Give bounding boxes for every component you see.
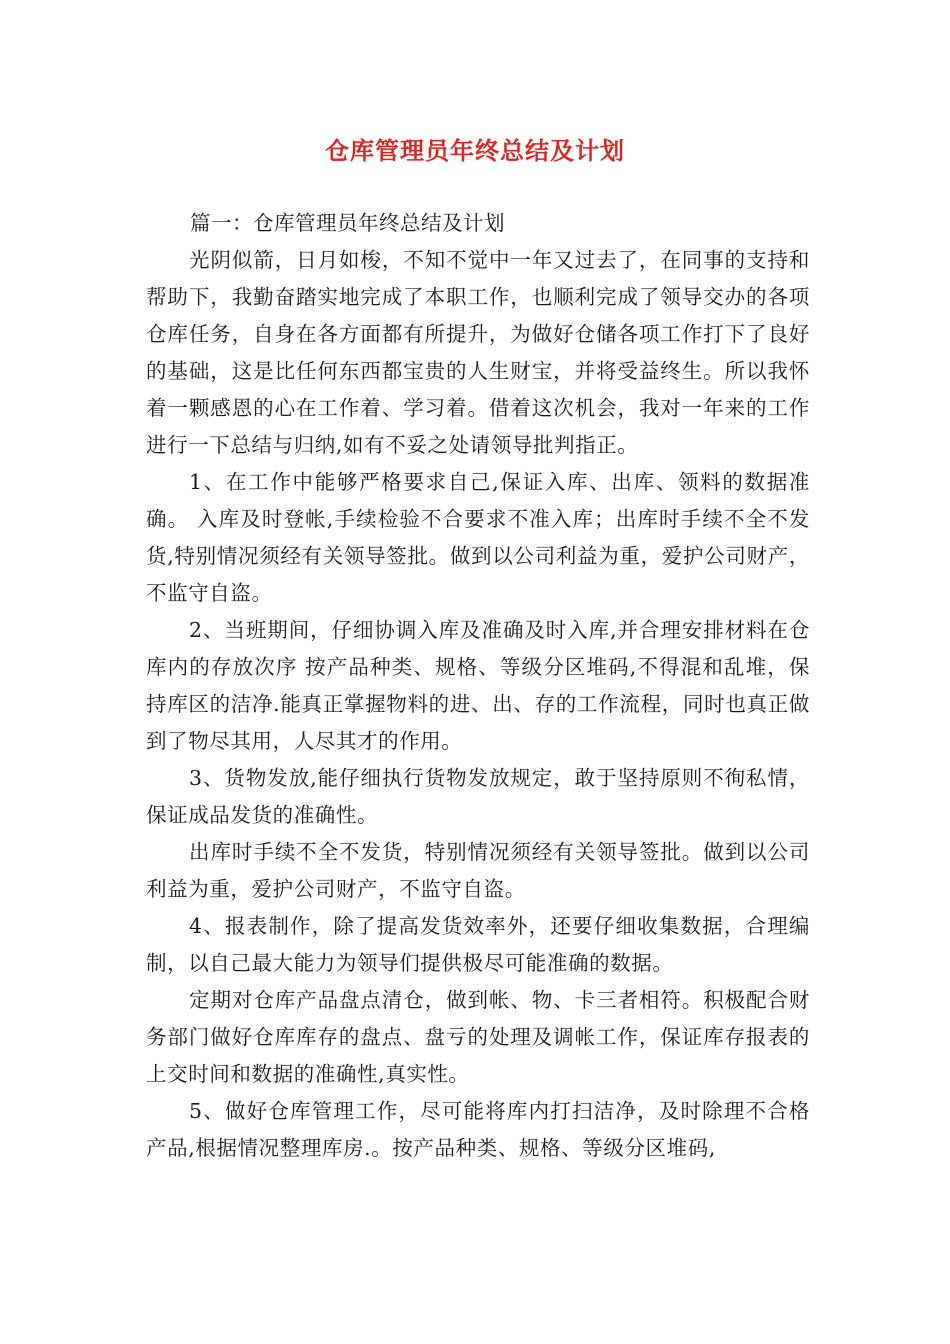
paragraph-item-4: 4、报表制作，除了提高发货效率外，还要仔细收集数据，合理编制，以自己最大能力为领导们提供极尽可能准确的数据。 xyxy=(146,914,810,975)
paragraph-intro: 光阴似箭，日月如梭，不知不觉中一年又过去了，在同事的支持和帮助下，我勤奋踏实地完成了本职工作，也顺利完成了领导交办的各项仓库任务，自身在各方面都有所提升，为做好仓储各项工作打下了良好的基础，这是比任何东西都宝贵的人生财宝，并将受益终生。所以我怀着一颗感恩的心在工作着、学习着。借着这次机会，我对一年来的工作进行一下总结与归纳,如有不妥之处请领导批判指正。 xyxy=(146,248,810,457)
paragraph-item-4-continued: 定期对仓库产品盘点清仓，做到帐、物、卡三者相符。积极配合财务部门做好仓库库存的盘点、盘亏的处理及调帐工作，保证库存报表的上交时间和数据的准确性,真实性。 xyxy=(146,988,810,1086)
document-title: 仓库管理员年终总结及计划 xyxy=(325,137,625,165)
paragraph-item-2: 2、当班期间，仔细协调入库及准确及时入库,并合理安排材料在仓库内的存放次序 按产品种类、规格、等级分区堆码,不得混和乱堆，保持库区的洁净.能真正掌握物料的进、出、存的工作流程，同时也真正做到了物尽其用，人尽其才的作用。 xyxy=(146,618,810,753)
paragraph-item-1: 1、在工作中能够严格要求自己,保证入库、出库、领料的数据准确。 入库及时登帐,手续检验不合要求不准入库；出库时手续不全不发货,特别情况须经有关领导签批。做到以公司利益为重，爱护公司财产，不监守自盗。 xyxy=(146,470,810,605)
document-body xyxy=(146,205,810,1167)
paragraph-item-3-continued: 出库时手续不全不发货，特别情况须经有关领导签批。做到以公司利益为重，爱护公司财产，不监守自盗。 xyxy=(146,840,810,901)
paragraph-item-5: 5、做好仓库管理工作，尽可能将库内打扫洁净，及时除理不合格产品,根据情况整理库房.。按产品种类、规格、等级分区堆码, xyxy=(146,1099,810,1160)
paragraph-item-3: 3、货物发放,能仔细执行货物发放规定，敢于坚持原则不徇私情，保证成品发货的准确性。 xyxy=(146,766,810,827)
section-subheading: 篇一：仓库管理员年终总结及计划 xyxy=(190,211,505,235)
